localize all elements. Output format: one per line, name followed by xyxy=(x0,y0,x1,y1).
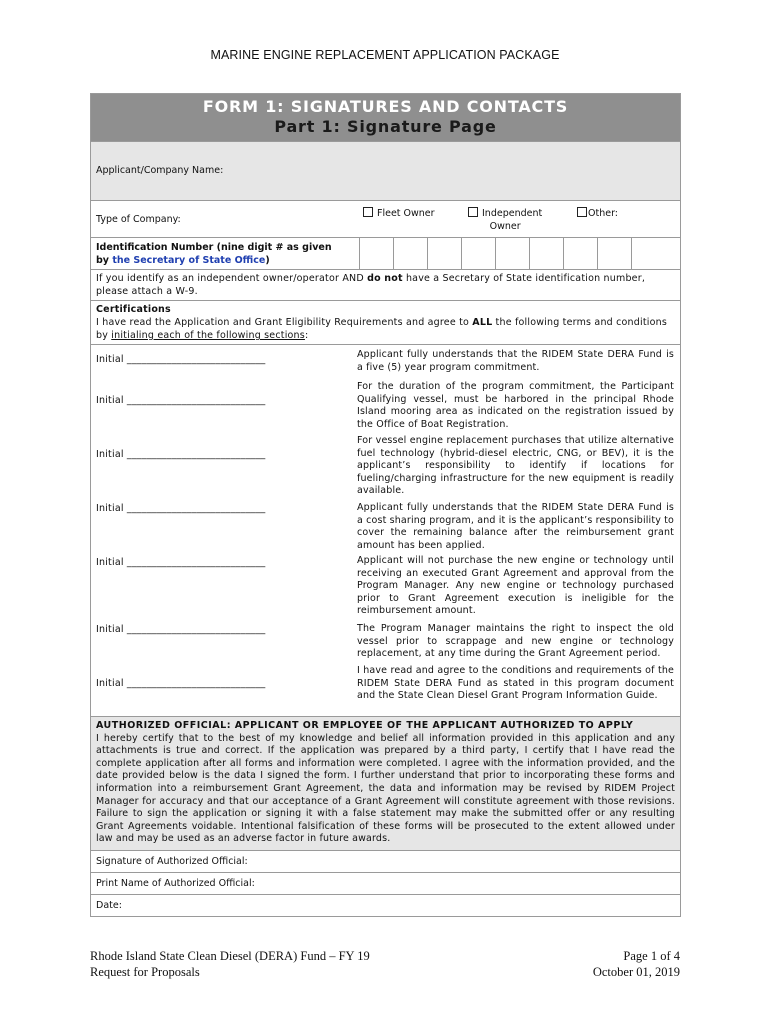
statement-6: The Program Manager maintains the right to inspect the old vessel prior to scrappage and new engine or technology replacement, at any time during the Grant Agreement period. xyxy=(357,623,674,660)
initial-line-4[interactable]: Initial ____________________________ xyxy=(96,503,266,514)
statement-2: For the duration of the program commitment, the Participant Qualifying vessel, must be harbored in the principal Rhode Island mooring area as indicated on the registration issued by the Office of Boat Registration. xyxy=(357,381,674,430)
statement-7: I have read and agree to the conditions and requirements of the RIDEM State DERA Fund as stated in this program document and the State Clean Diesel Grant Program Information Guide. xyxy=(357,665,674,702)
statement-3: For vessel engine replacement purchases that utilize alternative fuel technology (hybrid-diesel electric, CNG, or BEV), it is the applicant’s responsibility to identify if locations for fueling/charging infrastructure for the new equipment is readily available. xyxy=(357,435,674,497)
fleet-owner-checkbox[interactable] xyxy=(363,207,373,217)
signature-field[interactable] xyxy=(91,851,680,873)
company-type-row xyxy=(91,201,680,238)
footer-page-number: Page 1 of 4 xyxy=(623,949,680,963)
id-digit-cell[interactable] xyxy=(563,238,597,269)
authorized-official-section xyxy=(91,717,680,851)
applicant-name-field[interactable] xyxy=(91,142,680,201)
statement-5: Applicant will not purchase the new engine or technology until receiving an executed Grant Agreement and approval from the Program Manager. Any new engine or technology purchased prior to Grant Agreement execution is ineligible for the reimbursement amount. xyxy=(357,555,674,617)
fleet-owner-label: Fleet Owner xyxy=(377,208,435,219)
initials-section xyxy=(91,345,680,717)
independent-owner-option[interactable] xyxy=(468,207,542,233)
id-digit-cell[interactable] xyxy=(495,238,529,269)
authorized-official-text: I hereby certify that to the best of my knowledge and belief all information provided in this application and any attachments is true and correct. If the application was prepared by a third party, I certify that I have read the complete application after all forms and information were completed. I agree with the information provided, and the date provided below is the data I signed the form. I further understand that prior to incorporating these forms and information into a reimbursement Grant Agreement, the data and information may be revised by RIDEM Project Manager for accuracy and that our acceptance of a Grant Agreement will constitute agreement with those revisions. Failure to sign the application or signing it with a false statement may make the submitted offer or any resulting Grant Agreements voidable. Intentional falsification of these forms will be prosecuted to the extent allowed under law and may be used as an adverse factor in future awards. xyxy=(96,732,675,845)
initial-line-6[interactable]: Initial ____________________________ xyxy=(96,624,266,635)
independent-owner-label: Independent xyxy=(482,208,543,219)
id-digit-cell[interactable] xyxy=(631,238,665,269)
certifications-heading: Certifications xyxy=(96,304,171,315)
signature-label: Signature of Authorized Official: xyxy=(96,855,248,867)
form-subtitle: Part 1: Signature Page xyxy=(274,117,497,136)
signature-form xyxy=(90,93,681,917)
id-digit-cell[interactable] xyxy=(597,238,631,269)
form-banner xyxy=(91,94,680,142)
authorized-official-heading: AUTHORIZED OFFICIAL: APPLICANT OR EMPLOYEE OF THE APPLICANT AUTHORIZED TO APPLY xyxy=(96,720,634,731)
identification-number-row xyxy=(91,238,680,270)
id-digit-cell[interactable] xyxy=(427,238,461,269)
independent-owner-label-2: Owner xyxy=(489,221,521,232)
applicant-name-label: Applicant/Company Name: xyxy=(96,165,224,176)
initial-line-5[interactable]: Initial ____________________________ xyxy=(96,557,266,568)
print-name-label: Print Name of Authorized Official: xyxy=(96,877,255,889)
identification-number-cells xyxy=(359,238,665,269)
other-checkbox[interactable] xyxy=(577,207,587,217)
id-digit-cell[interactable] xyxy=(461,238,495,269)
date-label: Date: xyxy=(96,899,122,911)
certifications-section xyxy=(91,301,680,345)
identification-number-label: Identification Number (nine digit # as given by the Secretary of State Office) xyxy=(96,242,332,266)
form-title: FORM 1: SIGNATURES AND CONTACTS xyxy=(202,97,569,116)
other-label: Other: xyxy=(588,208,619,219)
certifications-text: I have read the Application and Grant Eligibility Requirements and agree to ALL the following terms and conditions by initialing each of the following sections: xyxy=(96,317,667,341)
footer-date: October 01, 2019 xyxy=(592,965,680,979)
footer-left xyxy=(90,948,370,980)
statement-1: Applicant fully understands that the RIDEM State DERA Fund is a five (5) year program commitment. xyxy=(357,349,674,373)
id-digit-cell[interactable] xyxy=(529,238,563,269)
other-option[interactable] xyxy=(577,207,618,220)
initial-line-7[interactable]: Initial ____________________________ xyxy=(96,678,266,689)
w9-notice: If you identify as an independent owner/operator AND do not have a Secretary of State identification number, please attach a W-9. xyxy=(91,270,680,301)
date-field[interactable] xyxy=(91,895,680,916)
initial-line-3[interactable]: Initial ____________________________ xyxy=(96,449,266,460)
footer-program-name: Rhode Island State Clean Diesel (DERA) Fund – FY 19 xyxy=(90,949,370,963)
print-name-field[interactable] xyxy=(91,873,680,895)
company-type-label: Type of Company: xyxy=(96,214,181,225)
initial-line-1[interactable]: Initial ____________________________ xyxy=(96,354,266,365)
id-digit-cell[interactable] xyxy=(359,238,393,269)
footer-right xyxy=(593,948,680,980)
id-digit-cell[interactable] xyxy=(393,238,427,269)
fleet-owner-option[interactable] xyxy=(363,207,435,220)
footer-document-type: Request for Proposals xyxy=(90,965,200,979)
statement-4: Applicant fully understands that the RIDEM State DERA Fund is a cost sharing program, and it is the applicant’s responsibility to cover the remaining balance after the reimbursement grant amount has been applied. xyxy=(357,502,674,551)
initial-line-2[interactable]: Initial ____________________________ xyxy=(96,395,266,406)
independent-owner-checkbox[interactable] xyxy=(468,207,478,217)
page-header: MARINE ENGINE REPLACEMENT APPLICATION PACKAGE xyxy=(210,48,560,62)
